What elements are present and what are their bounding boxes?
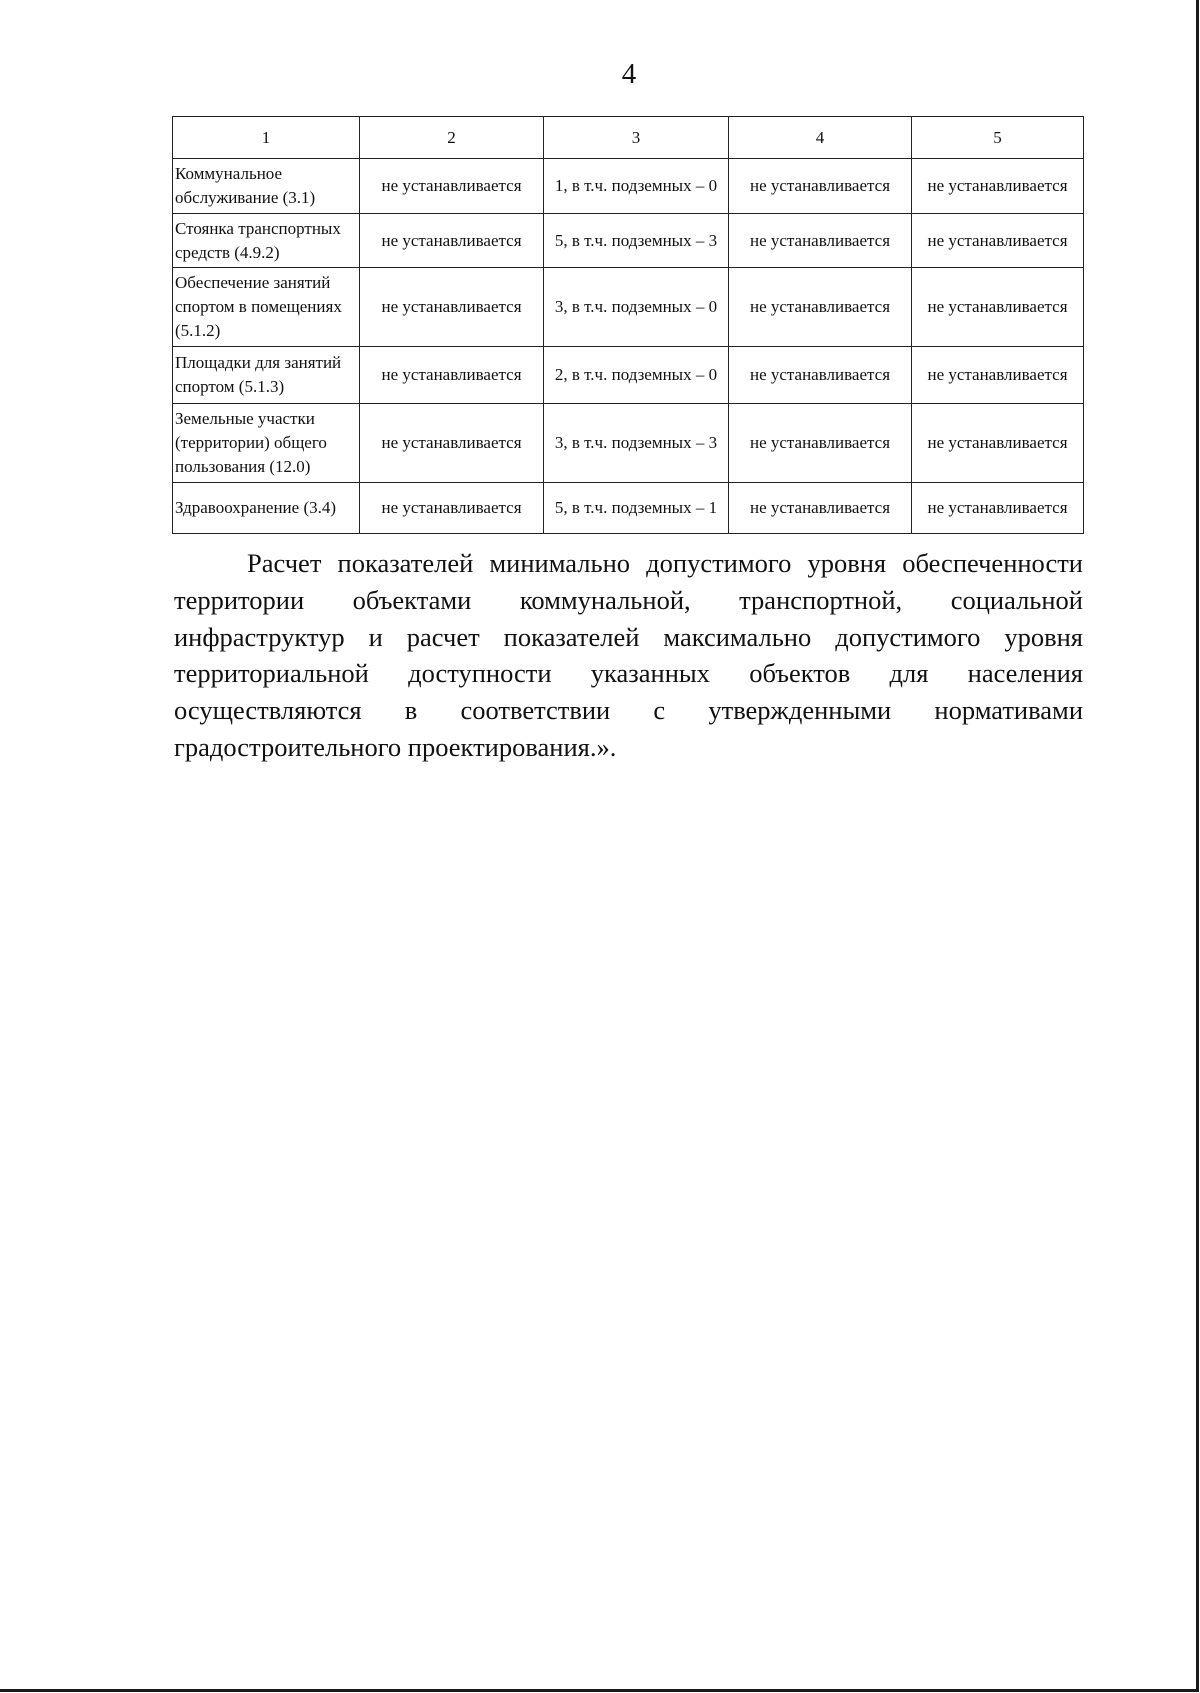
body-paragraph: Расчет показателей минимально допустимого уровня обеспеченности территории объектами коммунальной, транспортной, социальной инфраструктур и расчет показателей максимально допустимого уровня территориальной доступности указанных объектов для населения осуществляются в соответствии с утвержденными нормативами градостроительного проектирования.».: [174, 548, 1083, 762]
table-cell: не устанавливается: [360, 347, 544, 404]
row-name-cell: Земельные участки (территории) общего пользования (12.0): [173, 404, 360, 483]
page-number: 4: [621, 58, 637, 90]
table-cell: не устанавливается: [729, 483, 912, 534]
row-name-cell: Здравоохранение (3.4): [173, 483, 360, 534]
table-cell: не устанавливается: [729, 159, 912, 214]
table-cell: не устанавливается: [360, 159, 544, 214]
table-cell: не устанавливается: [912, 347, 1084, 404]
table-header-row: [173, 117, 1084, 159]
row-name-cell: Обеспечение занятий спортом в помещениях (5.1.2): [173, 268, 360, 347]
table-cell: не устанавливается: [360, 268, 544, 347]
table-cell: не устанавливается: [360, 483, 544, 534]
table-cell: 1, в т.ч. подземных – 0: [544, 159, 729, 214]
column-header: 2: [360, 117, 544, 159]
table-cell: не устанавливается: [360, 404, 544, 483]
table-cell: не устанавливается: [912, 159, 1084, 214]
table-row: [173, 214, 1084, 268]
table-cell: 2, в т.ч. подземных – 0: [544, 347, 729, 404]
table-row: [173, 159, 1084, 214]
table-cell: 3, в т.ч. подземных – 0: [544, 268, 729, 347]
table-cell: 5, в т.ч. подземных – 1: [544, 483, 729, 534]
row-name-cell: Площадки для занятий спортом (5.1.3): [173, 347, 360, 404]
table-cell: не устанавливается: [729, 404, 912, 483]
table-cell: не устанавливается: [360, 214, 544, 268]
row-name-cell: Стоянка транспортных средств (4.9.2): [173, 214, 360, 268]
table-cell: не устанавливается: [729, 347, 912, 404]
column-header: 1: [173, 117, 360, 159]
table-cell: не устанавливается: [912, 214, 1084, 268]
column-header: 5: [912, 117, 1084, 159]
table-cell: не устанавливается: [912, 268, 1084, 347]
table-cell: не устанавливается: [912, 483, 1084, 534]
data-table: [172, 116, 1084, 534]
table-row: [173, 483, 1084, 534]
column-header: 3: [544, 117, 729, 159]
row-name-cell: Коммунальное обслуживание (3.1): [173, 159, 360, 214]
table-cell: не устанавливается: [729, 214, 912, 268]
table-row: [173, 268, 1084, 347]
table-cell: 3, в т.ч. подземных – 3: [544, 404, 729, 483]
table-row: [173, 347, 1084, 404]
table-cell: 5, в т.ч. подземных – 3: [544, 214, 729, 268]
table-cell: не устанавливается: [729, 268, 912, 347]
table-row: [173, 404, 1084, 483]
column-header: 4: [729, 117, 912, 159]
table-cell: не устанавливается: [912, 404, 1084, 483]
